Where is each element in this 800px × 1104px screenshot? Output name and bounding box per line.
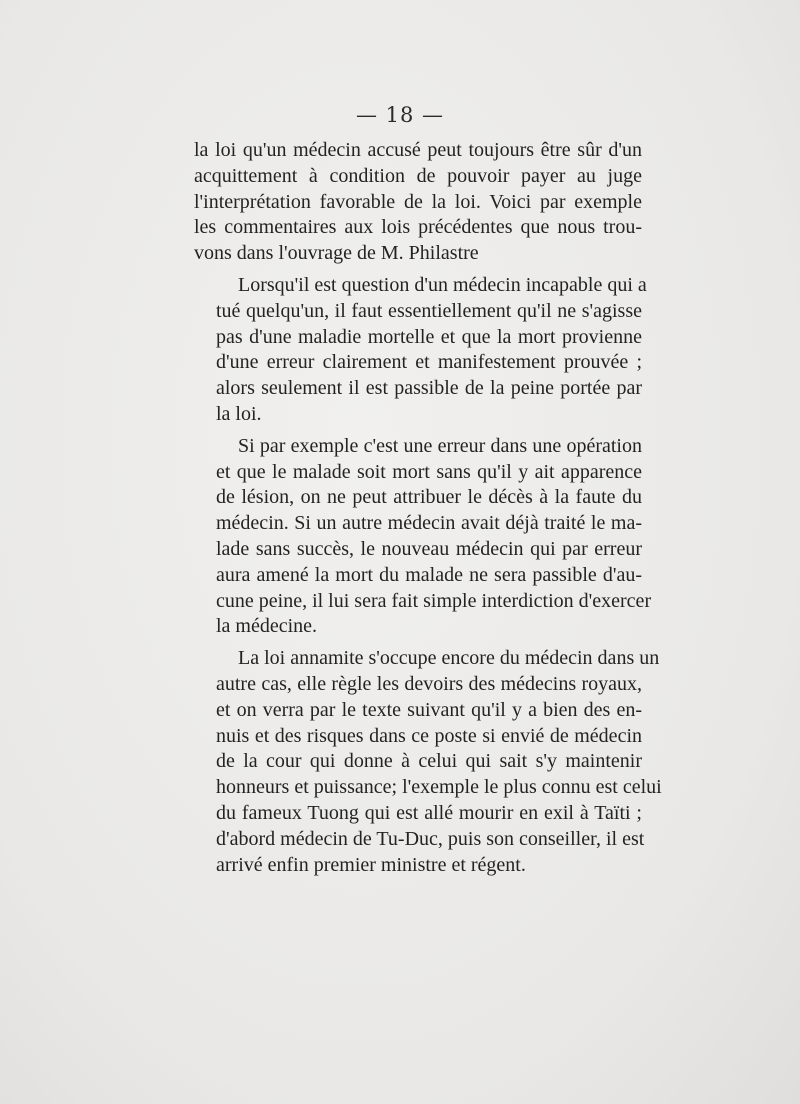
text-line: pas d'une maladie mortelle et que la mort provienne bbox=[216, 325, 642, 348]
text-line: l'interprétation favorable de la loi. Voici par exemple bbox=[194, 190, 642, 213]
text-line: acquittement à condition de pouvoir payer au juge bbox=[194, 164, 642, 187]
body-text bbox=[194, 138, 662, 884]
text-line: autre cas, elle règle les devoirs des médecins royaux, bbox=[216, 672, 642, 695]
text-line: du fameux Tuong qui est allé mourir en exil à Taïti ; bbox=[216, 801, 642, 824]
text-line: lade sans succès, le nouveau médecin qui par erreur bbox=[216, 537, 642, 560]
paragraph-3 bbox=[194, 434, 652, 640]
text-line: la loi qu'un médecin accusé peut toujours être sûr d'un bbox=[194, 139, 642, 161]
text-line: nuis et des risques dans ce poste si envié de médecin bbox=[216, 724, 642, 747]
page-number: — 18 — bbox=[355, 103, 445, 127]
text-line: Si par exemple c'est une erreur dans une opération bbox=[238, 434, 642, 457]
text-line: alors seulement il est passible de la peine portée par bbox=[216, 377, 642, 400]
text-line: cune peine, il lui sera fait simple interdiction d'exercer bbox=[216, 589, 652, 612]
text-line: et que le malade soit mort sans qu'il y ait apparence bbox=[216, 460, 642, 483]
text-line: tué quelqu'un, il faut essentiellement qu'il ne s'agisse bbox=[216, 299, 642, 322]
text-line: médecin. Si un autre médecin avait déjà traité le ma- bbox=[216, 512, 642, 535]
text-line: honneurs et puissance; l'exemple le plus connu est celui bbox=[216, 776, 662, 799]
text-line: les commentaires aux lois précédentes que nous trou- bbox=[194, 216, 642, 239]
text-line: et on verra par le texte suivant qu'il y a bien des en- bbox=[216, 698, 642, 721]
paragraph-4 bbox=[194, 646, 662, 878]
text-line: la loi. bbox=[216, 402, 262, 425]
text-line: aura amené la mort du malade ne sera passible d'au- bbox=[216, 563, 642, 586]
paragraph-1 bbox=[194, 138, 642, 267]
text-line: d'abord médecin de Tu-Duc, puis son conseiller, il est bbox=[216, 827, 645, 850]
text-line: d'une erreur clairement et manifestement prouvée ; bbox=[216, 351, 642, 374]
text-line: la médecine. bbox=[216, 615, 318, 638]
text-line: La loi annamite s'occupe encore du médecin dans un bbox=[238, 647, 660, 670]
paragraph-2 bbox=[194, 273, 647, 428]
text-line: Lorsqu'il est question d'un médecin incapable qui a bbox=[238, 273, 647, 296]
text-line: de la cour qui donne à celui qui sait s'y maintenir bbox=[216, 750, 642, 773]
text-line: vons dans l'ouvrage de M. Philastre bbox=[194, 242, 479, 265]
text-line: de lésion, on ne peut attribuer le décès à la faute du bbox=[216, 486, 642, 509]
text-line: arrivé enfin premier ministre et régent. bbox=[216, 853, 526, 876]
